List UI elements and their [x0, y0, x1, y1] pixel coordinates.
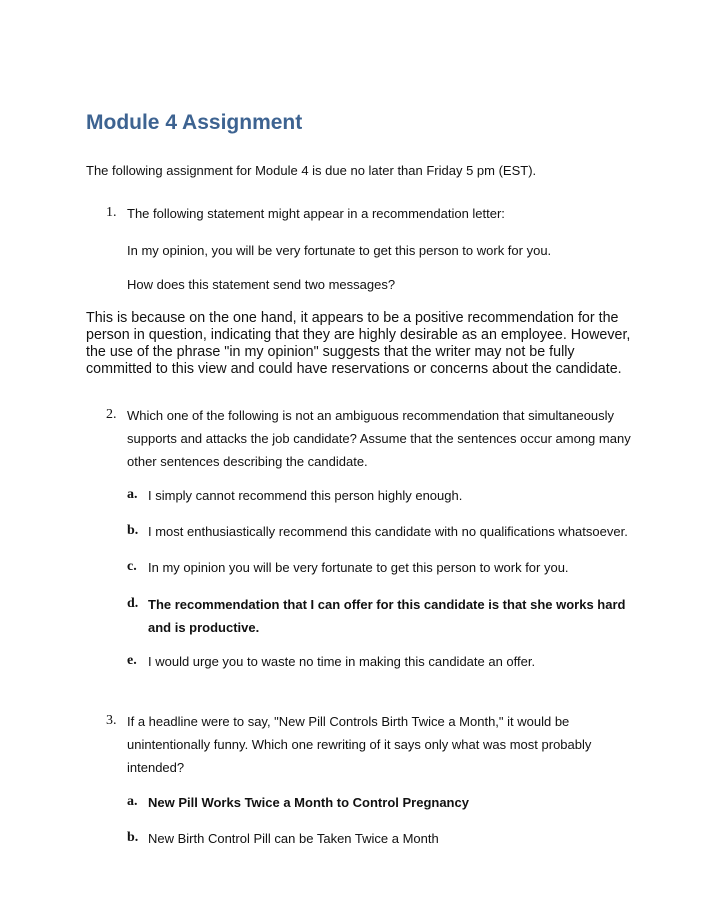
- quoted-statement: In my opinion, you will be very fortunate to get this person to work for you.: [127, 243, 552, 258]
- option-letter: c.: [127, 559, 137, 574]
- option-text: I would urge you to waste no time in making this candidate an offer.: [148, 654, 536, 669]
- option-text: In my opinion you will be very fortunate to get this person to work for you.: [148, 560, 569, 575]
- question-prompt: Which one of the following is not an ambiguous recommendation that simultaneously supports and attacks the job candidate? Assume that the sentences occur among many other sentences describing the candidate.: [127, 408, 631, 469]
- intro-text: The following assignment for Module 4 is due no later than Friday 5 pm (EST).: [86, 163, 537, 178]
- question-number: 1.: [106, 205, 117, 220]
- option-letter: a.: [127, 794, 138, 809]
- option-text: I most enthusiastically recommend this candidate with no qualifications whatsoever.: [148, 524, 628, 539]
- option-text: The recommendation that I can offer for this candidate is that she works hard and is productive.: [148, 597, 626, 635]
- question-number: 3.: [106, 713, 117, 728]
- option-letter: e.: [127, 653, 137, 668]
- page-title: Module 4 Assignment: [86, 111, 303, 134]
- option-text: New Birth Control Pill can be Taken Twice a Month: [148, 831, 439, 846]
- answer-text: This is because on the one hand, it appears to be a positive recommendation for the person in question, indicating that they are highly desirable as an employee. However, the use of the phrase "in my opinion" suggests that the writer may not be fully committed to this view and could have reservations or concerns about the candidate.: [86, 310, 631, 377]
- option-letter: b.: [127, 523, 139, 538]
- option-letter: b.: [127, 830, 139, 845]
- question-prompt: If a headline were to say, "New Pill Controls Birth Twice a Month," it would be unintentionally funny. Which one rewriting of it says only what was most probably intended?: [127, 714, 592, 775]
- option-letter: d.: [127, 596, 139, 611]
- question-prompt: The following statement might appear in a recommendation letter:: [127, 206, 505, 221]
- option-letter: a.: [127, 487, 138, 502]
- question-number: 2.: [106, 407, 117, 422]
- question-text: How does this statement send two messages?: [127, 277, 396, 292]
- option-text: New Pill Works Twice a Month to Control Pregnancy: [148, 795, 469, 810]
- option-text: I simply cannot recommend this person highly enough.: [148, 488, 463, 503]
